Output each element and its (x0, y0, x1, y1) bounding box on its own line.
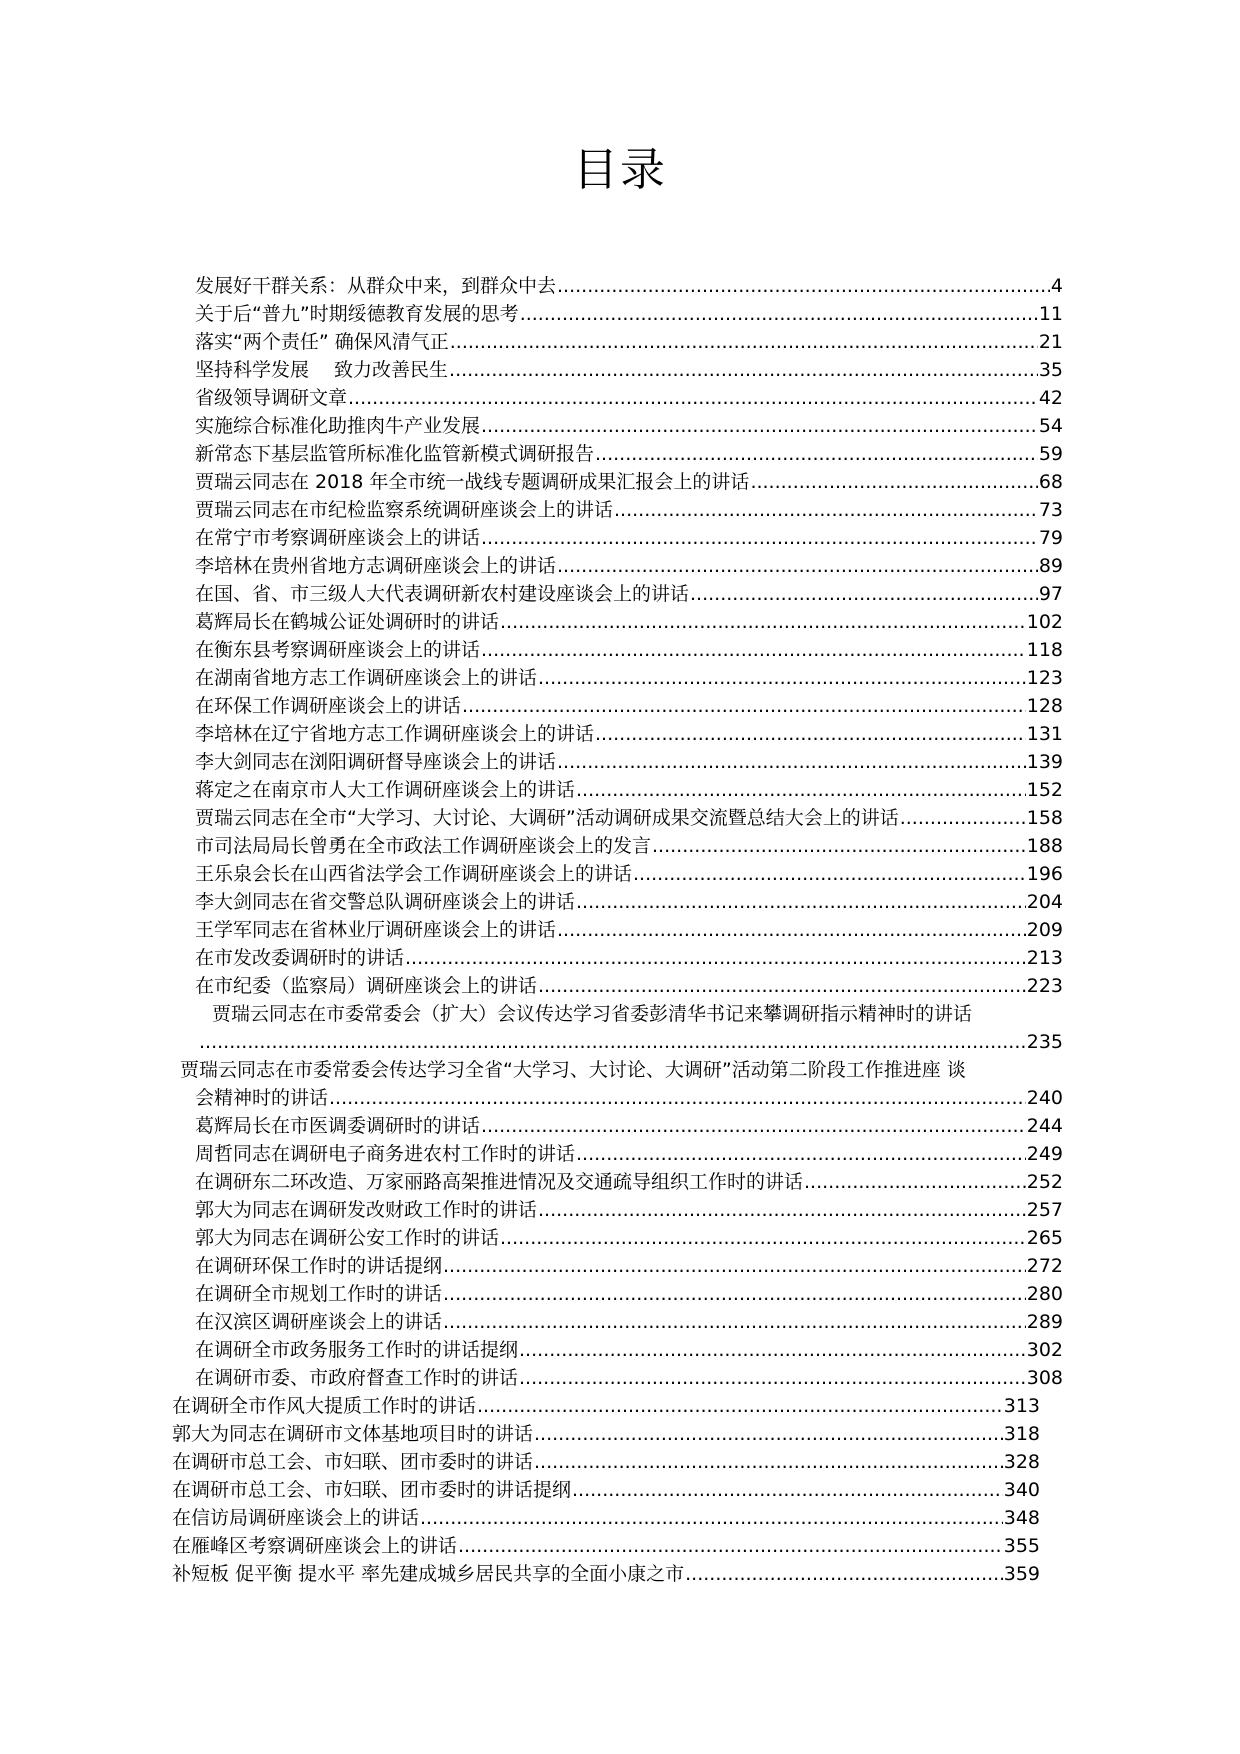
toc-entry-page: 280 (1026, 1283, 1063, 1305)
toc-entry-title: 郭大为同志在调研市文体基地项目时的讲话 (172, 1423, 534, 1445)
toc-leader (348, 384, 1038, 412)
toc-entry[interactable] (195, 776, 1063, 804)
toc-leader (685, 1560, 1003, 1588)
toc-entry[interactable] (172, 1448, 1040, 1476)
toc-entry[interactable] (195, 944, 1063, 972)
toc-entry-page: 158 (1026, 807, 1063, 829)
toc-entry-page: 97 (1038, 583, 1063, 605)
toc-leader (481, 636, 1026, 664)
toc-entry[interactable] (195, 832, 1063, 860)
toc-entry[interactable] (195, 1140, 1063, 1168)
toc-entry-title: 补短板 促平衡 提水平 率先建成城乡居民共享的全面小康之市 (172, 1563, 685, 1585)
toc-entry[interactable] (172, 1476, 1040, 1504)
toc-leader (633, 860, 1026, 888)
toc-leader (329, 1084, 1026, 1112)
toc-entry-page: 340 (1003, 1479, 1040, 1501)
toc-entry-title: 贾瑞云同志在市纪检监察系统调研座谈会上的讲话 (195, 499, 614, 521)
toc-entry-title: 在市纪委（监察局）调研座谈会上的讲话 (195, 975, 538, 997)
toc-entry-title: 在衡东县考察调研座谈会上的讲话 (195, 639, 481, 661)
toc-entry-page: 152 (1026, 779, 1063, 801)
toc-entry-title: 在国、省、市三级人大代表调研新农村建设座谈会上的讲话 (195, 583, 690, 605)
toc-entry-page: 118 (1026, 639, 1063, 661)
toc-entry-title: 在市发改委调研时的讲话 (195, 947, 405, 969)
toc-entry-page: 42 (1038, 387, 1063, 409)
toc-entry-page: 355 (1003, 1535, 1040, 1557)
toc-entry-page: 244 (1026, 1115, 1063, 1137)
toc-entry-title[interactable]: 贾瑞云同志在市委常委会（扩大）会议传达学习省委彭清华书记来攀调研指示精神时的讲话 (212, 1003, 973, 1025)
toc-entry[interactable] (195, 1112, 1063, 1140)
toc-leader (420, 1504, 1003, 1532)
toc-entry[interactable] (195, 412, 1063, 440)
toc-entry-title: 在调研全市政务服务工作时的讲话提纲 (195, 1339, 519, 1361)
toc-entry-page: 289 (1026, 1311, 1063, 1333)
toc-entry[interactable] (172, 1560, 1040, 1588)
toc-entry[interactable] (172, 1392, 1040, 1420)
toc-entry-page: 59 (1038, 443, 1063, 465)
toc-leader (450, 328, 1038, 356)
toc-entry[interactable] (198, 1028, 1063, 1056)
toc-leader (750, 468, 1037, 496)
toc-entry-title[interactable]: 贾瑞云同志在市委常委会传达学习全省“大学习、大讨论、大调研”活动第二阶段工作推进座 谈 (180, 1059, 966, 1081)
toc-entry[interactable] (195, 1308, 1063, 1336)
toc-entry[interactable] (172, 1420, 1040, 1448)
toc-entry-page: 252 (1026, 1171, 1063, 1193)
toc-leader (534, 1448, 1003, 1476)
toc-entry-page: 188 (1026, 835, 1063, 857)
toc-leader (614, 496, 1038, 524)
toc-entry[interactable] (195, 748, 1063, 776)
toc-entry[interactable] (195, 1364, 1063, 1392)
toc-entry[interactable] (195, 916, 1063, 944)
toc-entry-title: 贾瑞云同志在全市“大学习、大讨论、大调研”活动调研成果交流暨总结大会上的讲话 (195, 807, 899, 829)
toc-entry-title: 省级领导调研文章 (195, 387, 348, 409)
toc-leader (481, 1112, 1026, 1140)
toc-leader (652, 832, 1026, 860)
toc-entry[interactable] (195, 1224, 1063, 1252)
toc-entry[interactable] (195, 384, 1063, 412)
toc-entry[interactable] (195, 888, 1063, 916)
toc-entry[interactable] (195, 1084, 1063, 1112)
toc-leader (804, 1168, 1026, 1196)
toc-entry-page: 272 (1026, 1255, 1063, 1277)
toc-entry-page: 11 (1038, 303, 1063, 325)
toc-leader (900, 804, 1026, 832)
toc-entry[interactable] (195, 1336, 1063, 1364)
toc-entry-title: 在汉滨区调研座谈会上的讲话 (195, 1311, 443, 1333)
toc-entry-page: 73 (1038, 499, 1063, 521)
toc-leader (500, 1224, 1026, 1252)
toc-entry-title: 实施综合标准化助推肉牛产业发展 (195, 415, 481, 437)
toc-entry-page: 265 (1026, 1227, 1063, 1249)
toc-entry-page: 249 (1026, 1143, 1063, 1165)
toc-entry[interactable] (195, 608, 1063, 636)
toc-entry[interactable] (195, 1252, 1063, 1280)
toc-leader (595, 720, 1026, 748)
toc-entry-page: 257 (1026, 1199, 1063, 1221)
toc-entry-page: 328 (1003, 1451, 1040, 1473)
toc-entry-page: 240 (1026, 1087, 1063, 1109)
toc-entry-page: 123 (1026, 667, 1063, 689)
toc-leader (519, 1364, 1026, 1392)
toc-entry[interactable] (195, 804, 1063, 832)
toc-entry-page: 348 (1003, 1507, 1040, 1529)
toc-leader (500, 608, 1026, 636)
toc-entry-page: 89 (1038, 555, 1063, 577)
toc-leader (443, 1308, 1026, 1336)
toc-entry-page: 235 (1026, 1031, 1063, 1053)
toc-leader (462, 692, 1026, 720)
toc-entry-title: 落实“两个责任” 确保风清气正 (195, 331, 449, 353)
toc-entry-title: 在常宁市考察调研座谈会上的讲话 (195, 527, 481, 549)
toc-entry[interactable] (195, 496, 1063, 524)
toc-entry-page: 209 (1026, 919, 1063, 941)
toc-leader (538, 664, 1026, 692)
toc-entry-title: 在调研市总工会、市妇联、团市委时的讲话 (172, 1451, 534, 1473)
toc-entry-page: 68 (1038, 471, 1063, 493)
toc-leader (572, 1476, 1003, 1504)
toc-entry-title: 在调研全市规划工作时的讲话 (195, 1283, 443, 1305)
toc-entry-title: 在信访局调研座谈会上的讲话 (172, 1507, 420, 1529)
toc-entry-title: 蒋定之在南京市人大工作调研座谈会上的讲话 (195, 779, 576, 801)
toc-leader (534, 1420, 1003, 1448)
toc-leader (519, 1336, 1026, 1364)
toc-leader (458, 1532, 1003, 1560)
toc-leader (557, 272, 1050, 300)
toc-entry-title: 李大剑同志在浏阳调研督导座谈会上的讲话 (195, 751, 557, 773)
toc-entry-page: 35 (1038, 359, 1063, 381)
toc-leader (405, 944, 1026, 972)
toc-entry-page: 302 (1026, 1339, 1063, 1361)
toc-entry-page: 204 (1026, 891, 1063, 913)
toc-entry-title: 在调研东二环改造、万家丽路高架推进情况及交通疏导组织工作时的讲话 (195, 1171, 804, 1193)
toc-entry-page: 196 (1026, 863, 1063, 885)
toc-leader (199, 1028, 1026, 1056)
toc-entry-page: 318 (1003, 1423, 1040, 1445)
toc-leader (443, 1252, 1026, 1280)
toc-entry-page: 54 (1038, 415, 1063, 437)
page-title: 目录 (572, 143, 667, 196)
toc-entry[interactable] (195, 1280, 1063, 1308)
toc-leader (481, 412, 1038, 440)
toc-entry[interactable] (195, 552, 1063, 580)
toc-entry-title: 葛辉局长在鹤城公证处调研时的讲话 (195, 611, 500, 633)
toc-leader (576, 1140, 1026, 1168)
toc-entry-title: 在湖南省地方志工作调研座谈会上的讲话 (195, 667, 538, 689)
toc-entry[interactable] (195, 1196, 1063, 1224)
toc-entry-title: 在调研环保工作时的讲话提纲 (195, 1255, 443, 1277)
toc-entry-page: 308 (1026, 1367, 1063, 1389)
toc-entry[interactable] (195, 1168, 1063, 1196)
toc-entry-title: 在调研市委、市政府督查工作时的讲话 (195, 1367, 519, 1389)
toc-entry-page: 102 (1026, 611, 1063, 633)
toc-leader (443, 1280, 1026, 1308)
toc-entry-title: 在调研市总工会、市妇联、团市委时的讲话提纲 (172, 1479, 572, 1501)
toc-entry-page: 139 (1026, 751, 1063, 773)
toc-leader (520, 300, 1038, 328)
toc-entry[interactable] (195, 636, 1063, 664)
toc-entry[interactable] (172, 1532, 1040, 1560)
toc-entry-page: 313 (1003, 1395, 1040, 1417)
toc-entry-page: 223 (1026, 975, 1063, 997)
toc-entry-page: 21 (1038, 331, 1063, 353)
toc-entry[interactable] (172, 1504, 1040, 1532)
toc-leader (576, 888, 1026, 916)
toc-entry-title: 发展好干群关系：从群众中来，到群众中去 (195, 275, 557, 297)
toc-entry[interactable] (195, 440, 1063, 468)
toc-entry[interactable] (195, 468, 1063, 496)
toc-entry[interactable] (195, 524, 1063, 552)
toc-entry[interactable] (195, 580, 1063, 608)
toc-entry[interactable] (195, 692, 1063, 720)
toc-entry-title: 李培林在贵州省地方志调研座谈会上的讲话 (195, 555, 557, 577)
toc-entry[interactable] (195, 972, 1063, 1000)
toc-entry[interactable] (195, 664, 1063, 692)
toc-entry-title: 李大剑同志在省交警总队调研座谈会上的讲话 (195, 891, 576, 913)
toc-entry-title: 王乐泉会长在山西省法学会工作调研座谈会上的讲话 (195, 863, 633, 885)
toc-leader (538, 972, 1026, 1000)
toc-leader (477, 1392, 1003, 1420)
toc-entry-title: 坚持科学发展 致力改善民生 (195, 359, 449, 381)
toc-entry[interactable] (195, 860, 1063, 888)
toc-leader (576, 776, 1026, 804)
toc-entry-page: 131 (1026, 723, 1063, 745)
toc-entry-title-continued: 会精神时的讲话 (195, 1087, 329, 1109)
toc-entry-title: 王学军同志在省林业厅调研座谈会上的讲话 (195, 919, 557, 941)
toc-entry[interactable] (195, 720, 1063, 748)
toc-entry-title: 周哲同志在调研电子商务进农村工作时的讲话 (195, 1143, 576, 1165)
toc-entry-title: 在调研全市作风大提质工作时的讲话 (172, 1395, 477, 1417)
toc-leader (449, 356, 1038, 384)
toc-entry[interactable] (195, 328, 1063, 356)
toc-leader (557, 748, 1026, 776)
toc-entry-title: 在雁峰区考察调研座谈会上的讲话 (172, 1535, 458, 1557)
toc-entry[interactable] (195, 272, 1063, 300)
toc-entry-title: 市司法局局长曾勇在全市政法工作调研座谈会上的发言 (195, 835, 652, 857)
toc-leader (481, 524, 1038, 552)
toc-entry[interactable] (195, 356, 1063, 384)
toc-entry-title: 郭大为同志在调研公安工作时的讲话 (195, 1227, 500, 1249)
toc-entry-title: 关于后“普九”时期绥德教育发展的思考 (195, 303, 519, 325)
toc-entry[interactable] (195, 300, 1063, 328)
toc-leader (690, 580, 1038, 608)
toc-entry-title: 李培林在辽宁省地方志工作调研座谈会上的讲话 (195, 723, 595, 745)
toc-entry-page: 359 (1003, 1563, 1040, 1585)
toc-entry-title: 在环保工作调研座谈会上的讲话 (195, 695, 462, 717)
toc-entry-title: 葛辉局长在市医调委调研时的讲话 (195, 1115, 481, 1137)
toc-entry-page: 128 (1026, 695, 1063, 717)
toc-entry-title: 贾瑞云同志在 2018 年全市统一战线专题调研成果汇报会上的讲话 (195, 471, 750, 493)
toc-leader (595, 440, 1038, 468)
toc-leader (557, 916, 1026, 944)
toc-leader (538, 1196, 1026, 1224)
toc-entry-title: 新常态下基层监管所标准化监管新模式调研报告 (195, 443, 595, 465)
toc-entry-page: 79 (1038, 527, 1063, 549)
toc-entry-page: 213 (1026, 947, 1063, 969)
toc-entry-title: 郭大为同志在调研发改财政工作时的讲话 (195, 1199, 538, 1221)
toc-leader (557, 552, 1038, 580)
toc-entry-page: 4 (1050, 275, 1063, 297)
